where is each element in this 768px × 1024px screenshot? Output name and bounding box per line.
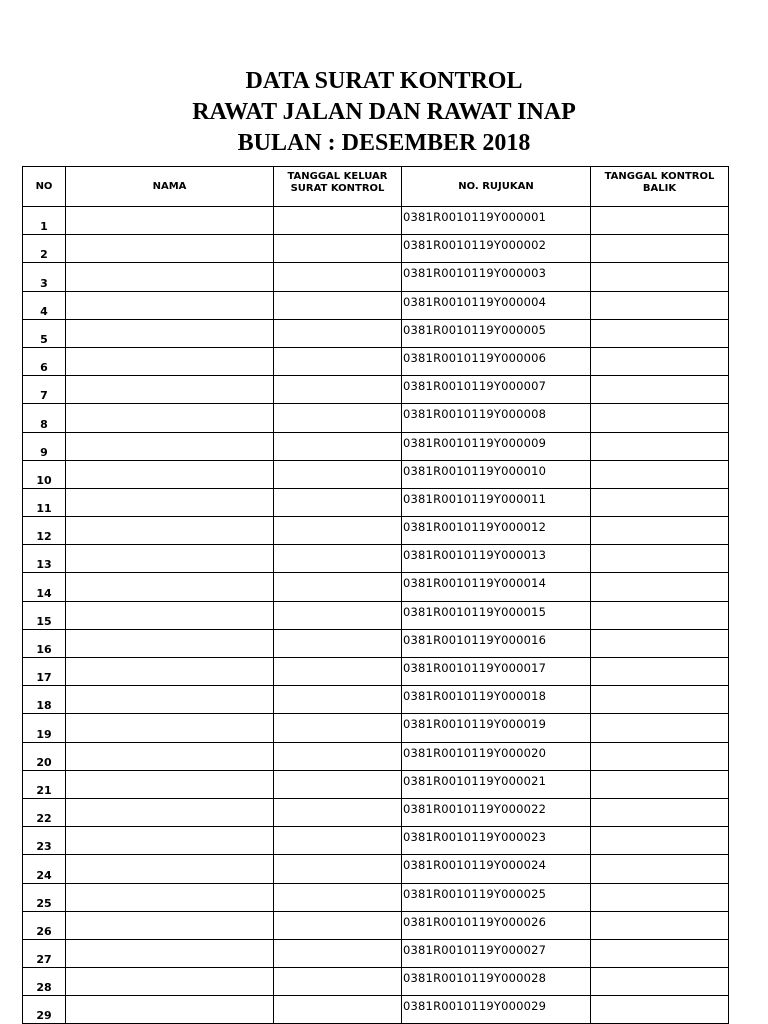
table-row: [23, 855, 729, 883]
tanggal-keluar-cell: [274, 517, 402, 545]
table-row: [23, 658, 729, 686]
table-row: [23, 714, 729, 742]
tanggal-kontrol-cell: [591, 827, 729, 855]
table-row: [23, 517, 729, 545]
tanggal-keluar-cell: [274, 911, 402, 939]
row-number: 21: [23, 770, 66, 798]
tanggal-keluar-cell: [274, 460, 402, 488]
table-row: [23, 686, 729, 714]
tanggal-kontrol-cell: [591, 432, 729, 460]
tanggal-kontrol-cell: [591, 911, 729, 939]
row-number: 28: [23, 968, 66, 996]
nama-cell: [66, 460, 274, 488]
nama-cell: [66, 432, 274, 460]
tanggal-keluar-cell: [274, 939, 402, 967]
row-number: 16: [23, 629, 66, 657]
table-row: [23, 883, 729, 911]
nama-cell: [66, 996, 274, 1024]
table-row: [23, 235, 729, 263]
no-rujukan-cell: 0381R0010119Y000022: [402, 798, 591, 826]
row-number: 25: [23, 883, 66, 911]
tanggal-kontrol-cell: [591, 686, 729, 714]
tanggal-kontrol-cell: [591, 291, 729, 319]
tanggal-keluar-cell: [274, 291, 402, 319]
row-number: 24: [23, 855, 66, 883]
row-number: 13: [23, 545, 66, 573]
tanggal-keluar-cell: [274, 714, 402, 742]
nama-cell: [66, 968, 274, 996]
tanggal-keluar-cell: [274, 573, 402, 601]
tanggal-keluar-cell: [274, 207, 402, 235]
tanggal-kontrol-cell: [591, 658, 729, 686]
tanggal-kontrol-cell: [591, 347, 729, 375]
no-rujukan-cell: 0381R0010119Y000020: [402, 742, 591, 770]
document-title: [0, 66, 768, 159]
tanggal-kontrol-cell: [591, 263, 729, 291]
nama-cell: [66, 658, 274, 686]
header-tanggal-keluar: TANGGAL KELUAR SURAT KONTROL: [274, 167, 402, 207]
row-number: 23: [23, 827, 66, 855]
tanggal-keluar-cell: [274, 376, 402, 404]
table-row: [23, 827, 729, 855]
no-rujukan-cell: 0381R0010119Y000001: [402, 207, 591, 235]
tanggal-keluar-cell: [274, 629, 402, 657]
tanggal-kontrol-cell: [591, 968, 729, 996]
tanggal-kontrol-cell: [591, 404, 729, 432]
table-row: [23, 488, 729, 516]
tanggal-kontrol-cell: [591, 207, 729, 235]
no-rujukan-cell: 0381R0010119Y000015: [402, 601, 591, 629]
nama-cell: [66, 714, 274, 742]
header-nama: NAMA: [66, 167, 274, 207]
row-number: 17: [23, 658, 66, 686]
nama-cell: [66, 404, 274, 432]
nama-cell: [66, 629, 274, 657]
tanggal-kontrol-cell: [591, 742, 729, 770]
tanggal-keluar-cell: [274, 686, 402, 714]
row-number: 27: [23, 939, 66, 967]
tanggal-kontrol-cell: [591, 855, 729, 883]
tanggal-keluar-cell: [274, 742, 402, 770]
nama-cell: [66, 545, 274, 573]
tanggal-kontrol-cell: [591, 460, 729, 488]
nama-cell: [66, 573, 274, 601]
tanggal-keluar-cell: [274, 996, 402, 1024]
row-number: 8: [23, 404, 66, 432]
table-row: [23, 629, 729, 657]
table-row: [23, 432, 729, 460]
header-no-rujukan: NO. RUJUKAN: [402, 167, 591, 207]
row-number: 4: [23, 291, 66, 319]
table-row: [23, 939, 729, 967]
no-rujukan-cell: 0381R0010119Y000005: [402, 319, 591, 347]
table-row: [23, 319, 729, 347]
row-number: 20: [23, 742, 66, 770]
nama-cell: [66, 488, 274, 516]
row-number: 11: [23, 488, 66, 516]
tanggal-keluar-cell: [274, 883, 402, 911]
tanggal-kontrol-cell: [591, 629, 729, 657]
table-row: [23, 798, 729, 826]
nama-cell: [66, 347, 274, 375]
table-row: [23, 996, 729, 1024]
control-letter-table: [22, 166, 729, 1024]
row-number: 29: [23, 996, 66, 1024]
no-rujukan-cell: 0381R0010119Y000027: [402, 939, 591, 967]
table-row: [23, 207, 729, 235]
no-rujukan-cell: 0381R0010119Y000003: [402, 263, 591, 291]
nama-cell: [66, 235, 274, 263]
no-rujukan-cell: 0381R0010119Y000019: [402, 714, 591, 742]
no-rujukan-cell: 0381R0010119Y000023: [402, 827, 591, 855]
no-rujukan-cell: 0381R0010119Y000013: [402, 545, 591, 573]
tanggal-kontrol-cell: [591, 573, 729, 601]
row-number: 18: [23, 686, 66, 714]
tanggal-kontrol-cell: [591, 545, 729, 573]
nama-cell: [66, 319, 274, 347]
nama-cell: [66, 291, 274, 319]
row-number: 12: [23, 517, 66, 545]
table-row: [23, 601, 729, 629]
row-number: 15: [23, 601, 66, 629]
no-rujukan-cell: 0381R0010119Y000017: [402, 658, 591, 686]
nama-cell: [66, 263, 274, 291]
table-row: [23, 770, 729, 798]
tanggal-kontrol-cell: [591, 517, 729, 545]
no-rujukan-cell: 0381R0010119Y000024: [402, 855, 591, 883]
no-rujukan-cell: 0381R0010119Y000016: [402, 629, 591, 657]
table-row: [23, 545, 729, 573]
title-line-2: RAWAT JALAN DAN RAWAT INAP: [192, 99, 576, 125]
nama-cell: [66, 911, 274, 939]
nama-cell: [66, 207, 274, 235]
no-rujukan-cell: 0381R0010119Y000006: [402, 347, 591, 375]
tanggal-kontrol-cell: [591, 319, 729, 347]
tanggal-keluar-cell: [274, 432, 402, 460]
row-number: 6: [23, 347, 66, 375]
nama-cell: [66, 376, 274, 404]
no-rujukan-cell: 0381R0010119Y000007: [402, 376, 591, 404]
tanggal-keluar-cell: [274, 319, 402, 347]
header-tanggal-kontrol-balik: TANGGAL KONTROL BALIK: [591, 167, 729, 207]
no-rujukan-cell: 0381R0010119Y000014: [402, 573, 591, 601]
header-no: NO: [23, 167, 66, 207]
row-number: 19: [23, 714, 66, 742]
no-rujukan-cell: 0381R0010119Y000018: [402, 686, 591, 714]
nama-cell: [66, 686, 274, 714]
table-row: [23, 347, 729, 375]
row-number: 1: [23, 207, 66, 235]
tanggal-kontrol-cell: [591, 601, 729, 629]
nama-cell: [66, 742, 274, 770]
tanggal-kontrol-cell: [591, 376, 729, 404]
row-number: 22: [23, 798, 66, 826]
table-row: [23, 742, 729, 770]
no-rujukan-cell: 0381R0010119Y000029: [402, 996, 591, 1024]
no-rujukan-cell: 0381R0010119Y000004: [402, 291, 591, 319]
table-row: [23, 573, 729, 601]
table-header-row: [23, 167, 729, 207]
tanggal-keluar-cell: [274, 488, 402, 516]
table-row: [23, 460, 729, 488]
no-rujukan-cell: 0381R0010119Y000028: [402, 968, 591, 996]
row-number: 2: [23, 235, 66, 263]
no-rujukan-cell: 0381R0010119Y000012: [402, 517, 591, 545]
tanggal-kontrol-cell: [591, 996, 729, 1024]
nama-cell: [66, 798, 274, 826]
row-number: 5: [23, 319, 66, 347]
title-line-1: DATA SURAT KONTROL: [245, 68, 523, 94]
no-rujukan-cell: 0381R0010119Y000008: [402, 404, 591, 432]
tanggal-kontrol-cell: [591, 883, 729, 911]
tanggal-keluar-cell: [274, 263, 402, 291]
table-row: [23, 291, 729, 319]
tanggal-keluar-cell: [274, 235, 402, 263]
nama-cell: [66, 601, 274, 629]
tanggal-kontrol-cell: [591, 235, 729, 263]
tanggal-keluar-cell: [274, 601, 402, 629]
tanggal-keluar-cell: [274, 347, 402, 375]
tanggal-keluar-cell: [274, 968, 402, 996]
nama-cell: [66, 827, 274, 855]
no-rujukan-cell: 0381R0010119Y000026: [402, 911, 591, 939]
table-row: [23, 263, 729, 291]
tanggal-keluar-cell: [274, 545, 402, 573]
tanggal-keluar-cell: [274, 798, 402, 826]
tanggal-keluar-cell: [274, 770, 402, 798]
no-rujukan-cell: 0381R0010119Y000011: [402, 488, 591, 516]
nama-cell: [66, 939, 274, 967]
row-number: 14: [23, 573, 66, 601]
nama-cell: [66, 770, 274, 798]
row-number: 26: [23, 911, 66, 939]
tanggal-keluar-cell: [274, 658, 402, 686]
no-rujukan-cell: 0381R0010119Y000021: [402, 770, 591, 798]
no-rujukan-cell: 0381R0010119Y000010: [402, 460, 591, 488]
no-rujukan-cell: 0381R0010119Y000025: [402, 883, 591, 911]
tanggal-kontrol-cell: [591, 798, 729, 826]
row-number: 9: [23, 432, 66, 460]
table-row: [23, 968, 729, 996]
tanggal-kontrol-cell: [591, 770, 729, 798]
no-rujukan-cell: 0381R0010119Y000009: [402, 432, 591, 460]
tanggal-kontrol-cell: [591, 939, 729, 967]
tanggal-keluar-cell: [274, 855, 402, 883]
table-row: [23, 404, 729, 432]
tanggal-kontrol-cell: [591, 488, 729, 516]
row-number: 10: [23, 460, 66, 488]
nama-cell: [66, 883, 274, 911]
table-row: [23, 376, 729, 404]
nama-cell: [66, 517, 274, 545]
row-number: 3: [23, 263, 66, 291]
row-number: 7: [23, 376, 66, 404]
table-row: [23, 911, 729, 939]
tanggal-kontrol-cell: [591, 714, 729, 742]
title-line-3: BULAN : DESEMBER 2018: [237, 130, 531, 156]
no-rujukan-cell: 0381R0010119Y000002: [402, 235, 591, 263]
tanggal-keluar-cell: [274, 404, 402, 432]
tanggal-keluar-cell: [274, 827, 402, 855]
nama-cell: [66, 855, 274, 883]
table-body: [23, 207, 729, 1024]
